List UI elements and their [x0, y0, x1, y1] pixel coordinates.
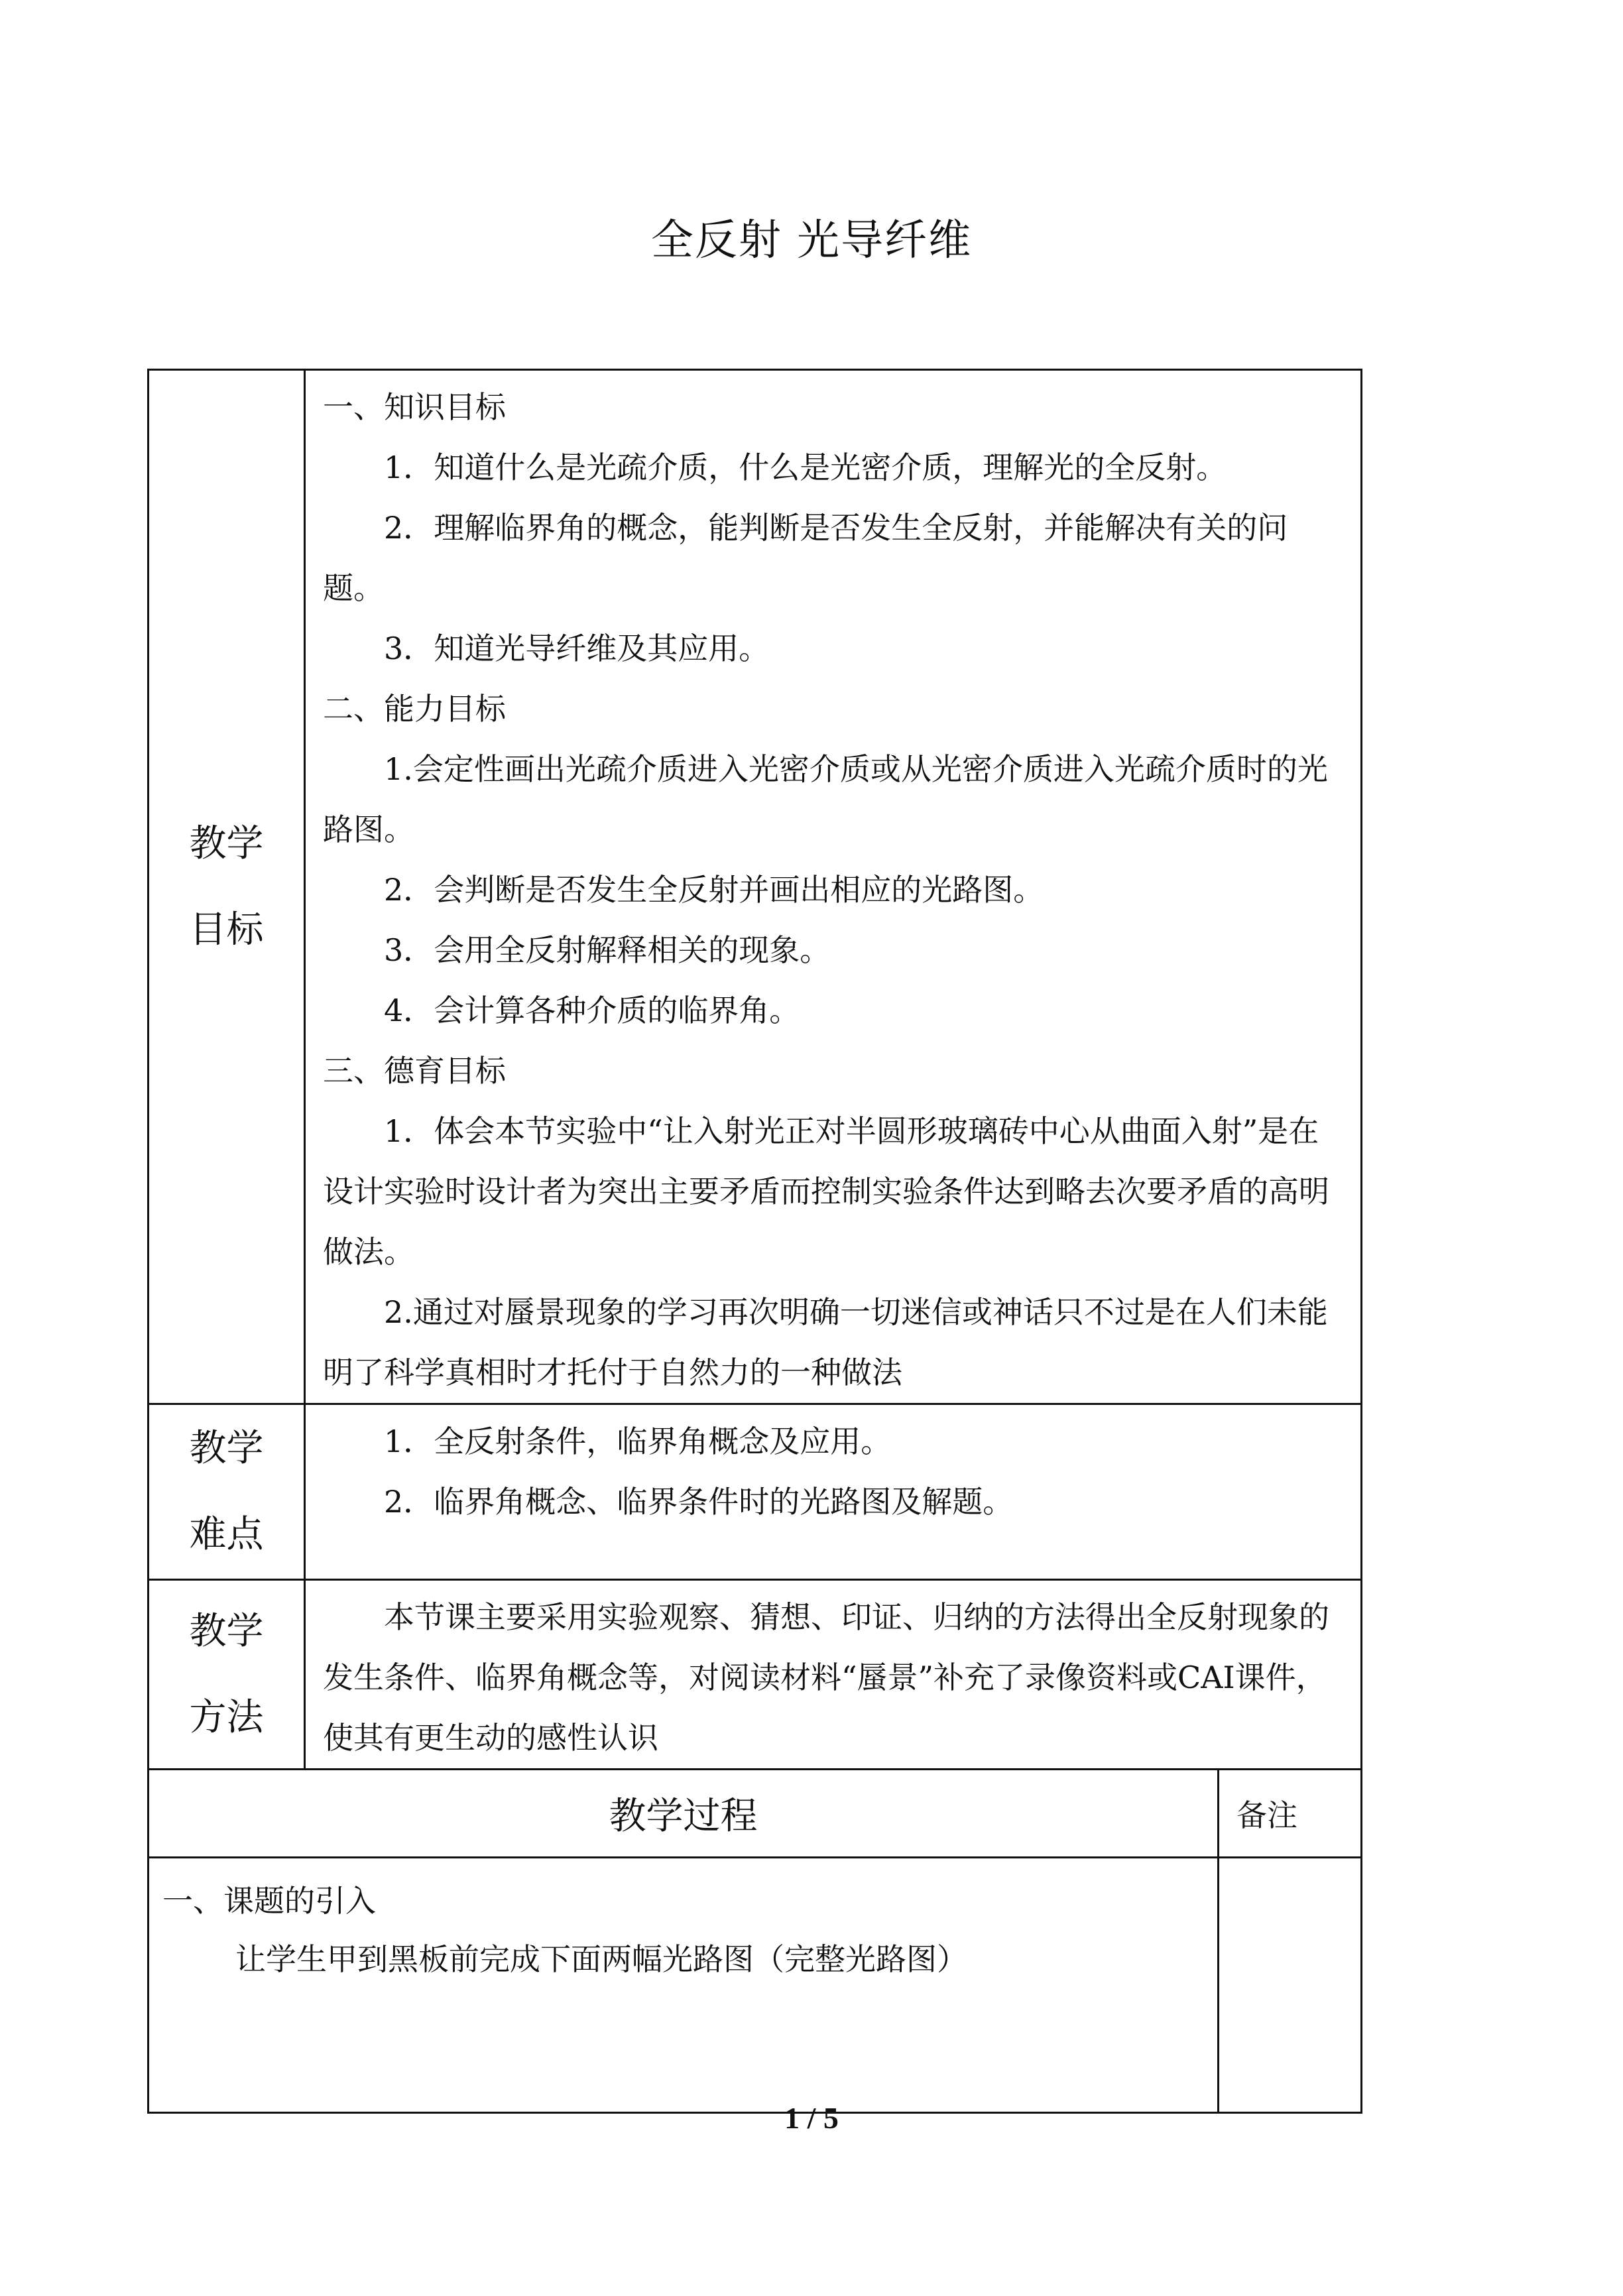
process-line-1: 让学生甲到黑板前完成下面两幅光路图（完整光路图）: [235, 1941, 967, 1977]
knowledge-goal-2: 2．理解临界角的概念，能判断是否发生全反射，并能解决有关的问题。: [323, 510, 1288, 606]
page-number: 1 / 5: [784, 2101, 839, 2135]
ability-goal-heading: 二、能力目标: [323, 691, 506, 727]
methods-label: [149, 1580, 305, 1770]
methods-label-line2: 方法: [189, 1695, 264, 1739]
moral-goal-1: 1．体会本节实验中“让入射光正对半圆形玻璃砖中心从曲面入射”是在设计实验时设计者为突出主要矛盾而控制实验条件达到略去次要矛盾的高明做法。: [323, 1113, 1329, 1270]
process-header: 教学过程: [149, 1770, 1219, 1858]
knowledge-goal-1: 1．知道什么是光疏介质，什么是光密介质，理解光的全反射。: [384, 450, 1227, 485]
ability-goal-3: 3．会用全反射解释相关的现象。: [384, 932, 831, 968]
objectives-label-line2: 目标: [189, 908, 264, 951]
ability-goal-4: 4．会计算各种介质的临界角。: [384, 993, 800, 1028]
difficulties-label-line2: 难点: [189, 1513, 264, 1556]
methods-label-line1: 教学: [189, 1609, 264, 1653]
objectives-row: [149, 370, 1362, 1404]
remark-cell: [1219, 1858, 1362, 2113]
difficulty-2: 2．临界角概念、临界条件时的光路图及解题。: [384, 1484, 1014, 1520]
difficulties-label: [149, 1404, 305, 1580]
process-header-row: [149, 1770, 1362, 1858]
objectives-content: [305, 370, 1362, 1404]
document-title: 全反射 光导纤维: [650, 216, 973, 265]
difficulties-label-line1: 教学: [189, 1427, 264, 1470]
methods-text: 本节课主要采用实验观察、猜想、印证、归纳的方法得出全反射现象的发生条件、临界角概念等，对阅读材料“蜃景”补充了录像资料或CAI课件，使其有更生动的感性认识: [323, 1599, 1329, 1756]
moral-goal-2: 2.通过对蜃景现象的学习再次明确一切迷信或神话只不过是在人们未能明了科学真相时才托付于自然力的一种做法: [323, 1294, 1328, 1390]
knowledge-goal-heading: 一、知识目标: [323, 389, 506, 425]
process-body-row: [149, 1858, 1362, 2113]
ability-goal-1: 1.会定性画出光疏介质进入光密介质或从光密介质进入光疏介质时的光路图。: [323, 751, 1328, 847]
difficulties-row: [149, 1404, 1362, 1580]
difficulties-content: [305, 1404, 1362, 1580]
process-content: [149, 1858, 1219, 2113]
methods-row: [149, 1580, 1362, 1770]
ability-goal-2: 2．会判断是否发生全反射并画出相应的光路图。: [384, 872, 1044, 908]
methods-content: [305, 1580, 1362, 1770]
objectives-label-line1: 教学: [189, 821, 264, 865]
difficulty-1: 1．全反射条件，临界角概念及应用。: [384, 1423, 892, 1459]
lesson-plan-table: [147, 369, 1362, 2114]
objectives-label: [149, 370, 305, 1404]
moral-goal-heading: 三、德育目标: [323, 1053, 506, 1089]
remark-header: 备注: [1219, 1770, 1362, 1858]
knowledge-goal-3: 3．知道光导纤维及其应用。: [384, 631, 770, 666]
process-section-title: 一、课题的引入: [162, 1883, 376, 1919]
